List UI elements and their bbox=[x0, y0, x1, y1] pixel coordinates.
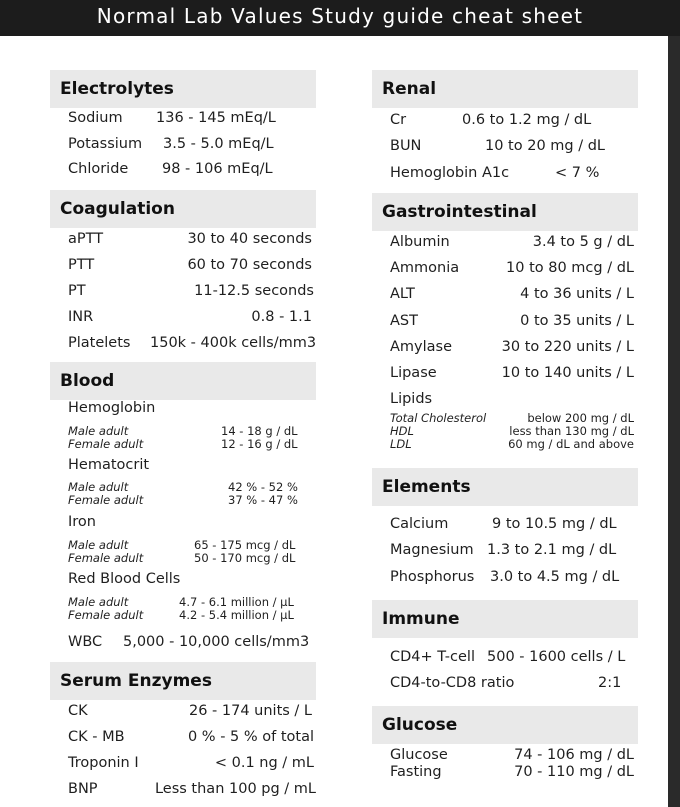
troponin-label: Troponin I bbox=[68, 755, 139, 771]
platelets-label: Platelets bbox=[68, 335, 131, 351]
calcium-label: Calcium bbox=[390, 516, 449, 532]
ck-label: CK bbox=[68, 703, 88, 719]
ck-value: 26 - 174 units / L bbox=[188, 703, 312, 719]
renal-header bbox=[372, 70, 638, 108]
aptt-label: aPTT bbox=[68, 231, 104, 247]
cholesterol-label: Total Cholesterol bbox=[390, 411, 487, 425]
troponin-value: < 0.1 ng / mL bbox=[214, 755, 314, 771]
electrolytes-heading: Electrolytes bbox=[60, 79, 174, 99]
ptt-label: PTT bbox=[68, 257, 95, 273]
pt-value: 11-12.5 seconds bbox=[194, 283, 314, 299]
ast-label: AST bbox=[390, 313, 418, 329]
serum-enzymes-heading: Serum Enzymes bbox=[60, 671, 212, 691]
elements-heading: Elements bbox=[382, 477, 471, 497]
fasting-value: 70 - 110 mg / dL bbox=[514, 764, 634, 780]
right-edge-border bbox=[668, 36, 680, 807]
amylase-label: Amylase bbox=[390, 339, 453, 355]
bnp-label: BNP bbox=[68, 781, 98, 797]
lipids-label: Lipids bbox=[390, 391, 433, 407]
immune-header bbox=[372, 600, 638, 638]
coagulation-header bbox=[50, 190, 316, 228]
hemoglobin-male-value: 14 - 18 g / dL bbox=[221, 424, 298, 438]
cd4-cd8-ratio-value: 2:1 bbox=[598, 675, 622, 691]
rbc-label: Red Blood Cells bbox=[68, 571, 181, 587]
iron-male-value: 65 - 175 mcg / dL bbox=[194, 538, 296, 552]
magnesium-label: Magnesium bbox=[390, 542, 474, 558]
rbc-male-value: 4.7 - 6.1 million / μL bbox=[179, 595, 294, 609]
cholesterol-value: below 200 mg / dL bbox=[527, 411, 634, 425]
wbc-label: WBC bbox=[68, 634, 103, 650]
title-bar bbox=[0, 0, 680, 36]
lipase-label: Lipase bbox=[390, 365, 437, 381]
hematocrit-male-label: Male adult bbox=[68, 480, 129, 494]
blood-heading: Blood bbox=[60, 371, 115, 391]
ammonia-label: Ammonia bbox=[390, 260, 460, 276]
coagulation-heading: Coagulation bbox=[60, 199, 175, 219]
ptt-value: 60 to 70 seconds bbox=[187, 257, 312, 273]
gastro-header bbox=[372, 193, 638, 231]
hematocrit-female-label: Female adult bbox=[68, 493, 144, 507]
cd4-label: CD4+ T-cell bbox=[390, 649, 475, 665]
serum-enzymes-header bbox=[50, 662, 316, 700]
hematocrit-female-value: 37 % - 47 % bbox=[228, 493, 298, 507]
lipase-value: 10 to 140 units / L bbox=[501, 365, 634, 381]
ckmb-value: 0 % - 5 % of total bbox=[187, 729, 314, 745]
renal-heading: Renal bbox=[382, 79, 437, 99]
electrolytes-header bbox=[50, 70, 316, 108]
fasting-label: Fasting bbox=[390, 764, 442, 780]
chloride-value: 98 - 106 mEq/L bbox=[162, 161, 273, 177]
platelets-value: 150k - 400k cells/mm3 bbox=[150, 335, 317, 351]
glucose-heading: Glucose bbox=[382, 715, 458, 735]
iron-female-value: 50 - 170 mcg / dL bbox=[194, 551, 296, 565]
wbc-value: 5,000 - 10,000 cells/mm3 bbox=[123, 634, 310, 650]
ldl-value: 60 mg / dL and above bbox=[508, 437, 634, 451]
ammonia-value: 10 to 80 mcg / dL bbox=[506, 260, 634, 276]
sodium-label: Sodium bbox=[68, 110, 123, 126]
glucose-header bbox=[372, 706, 638, 744]
ast-value: 0 to 35 units / L bbox=[520, 313, 634, 329]
phosphorus-value: 3.0 to 4.5 mg / dL bbox=[490, 569, 620, 585]
cr-label: Cr bbox=[390, 112, 407, 128]
chloride-label: Chloride bbox=[68, 161, 129, 177]
hdl-value: less than 130 mg / dL bbox=[509, 424, 634, 438]
rbc-female-value: 4.2 - 5.4 million / μL bbox=[179, 608, 294, 622]
rbc-male-label: Male adult bbox=[68, 595, 129, 609]
inr-label: INR bbox=[68, 309, 94, 325]
iron-label: Iron bbox=[68, 514, 96, 530]
cd4-value: 500 - 1600 cells / L bbox=[487, 649, 626, 665]
hemoglobin-male-label: Male adult bbox=[68, 424, 129, 438]
aptt-value: 30 to 40 seconds bbox=[187, 231, 312, 247]
cr-value: 0.6 to 1.2 mg / dL bbox=[462, 112, 592, 128]
amylase-value: 30 to 220 units / L bbox=[501, 339, 634, 355]
alt-value: 4 to 36 units / L bbox=[520, 286, 634, 302]
bun-label: BUN bbox=[390, 138, 422, 154]
pt-label: PT bbox=[68, 283, 86, 299]
phosphorus-label: Phosphorus bbox=[390, 569, 475, 585]
hemoglobin-female-label: Female adult bbox=[68, 437, 144, 451]
albumin-value: 3.4 to 5 g / dL bbox=[532, 234, 634, 250]
hemoglobin-label: Hemoglobin bbox=[68, 400, 156, 416]
potassium-label: Potassium bbox=[68, 136, 143, 152]
albumin-label: Albumin bbox=[390, 234, 450, 250]
hemoglobin-female-value: 12 - 16 g / dL bbox=[221, 437, 298, 451]
alt-label: ALT bbox=[390, 286, 415, 302]
cd4-cd8-ratio-label: CD4-to-CD8 ratio bbox=[390, 675, 515, 691]
potassium-value: 3.5 - 5.0 mEq/L bbox=[163, 136, 274, 152]
a1c-value: < 7 % bbox=[555, 165, 600, 181]
ldl-label: LDL bbox=[390, 437, 412, 451]
ckmb-label: CK - MB bbox=[68, 729, 125, 745]
calcium-value: 9 to 10.5 mg / dL bbox=[492, 516, 617, 532]
blood-header bbox=[50, 362, 316, 400]
rbc-female-label: Female adult bbox=[68, 608, 144, 622]
hematocrit-label: Hematocrit bbox=[68, 457, 150, 473]
a1c-label: Hemoglobin A1c bbox=[390, 165, 510, 181]
iron-female-label: Female adult bbox=[68, 551, 144, 565]
page-title: Normal Lab Values Study guide cheat sheet bbox=[96, 4, 584, 28]
hdl-label: HDL bbox=[390, 424, 414, 438]
iron-male-label: Male adult bbox=[68, 538, 129, 552]
gastro-heading: Gastrointestinal bbox=[382, 202, 537, 222]
bnp-value: Less than 100 pg / mL bbox=[154, 781, 316, 797]
sodium-value: 136 - 145 mEq/L bbox=[156, 110, 276, 126]
glucose-label: Glucose bbox=[390, 747, 448, 763]
inr-value: 0.8 - 1.1 bbox=[251, 309, 312, 325]
elements-header bbox=[372, 468, 638, 506]
magnesium-value: 1.3 to 2.1 mg / dL bbox=[487, 542, 617, 558]
glucose-value: 74 - 106 mg / dL bbox=[514, 747, 634, 763]
immune-heading: Immune bbox=[382, 609, 460, 629]
bun-value: 10 to 20 mg / dL bbox=[485, 138, 606, 154]
hematocrit-male-value: 42 % - 52 % bbox=[228, 480, 298, 494]
